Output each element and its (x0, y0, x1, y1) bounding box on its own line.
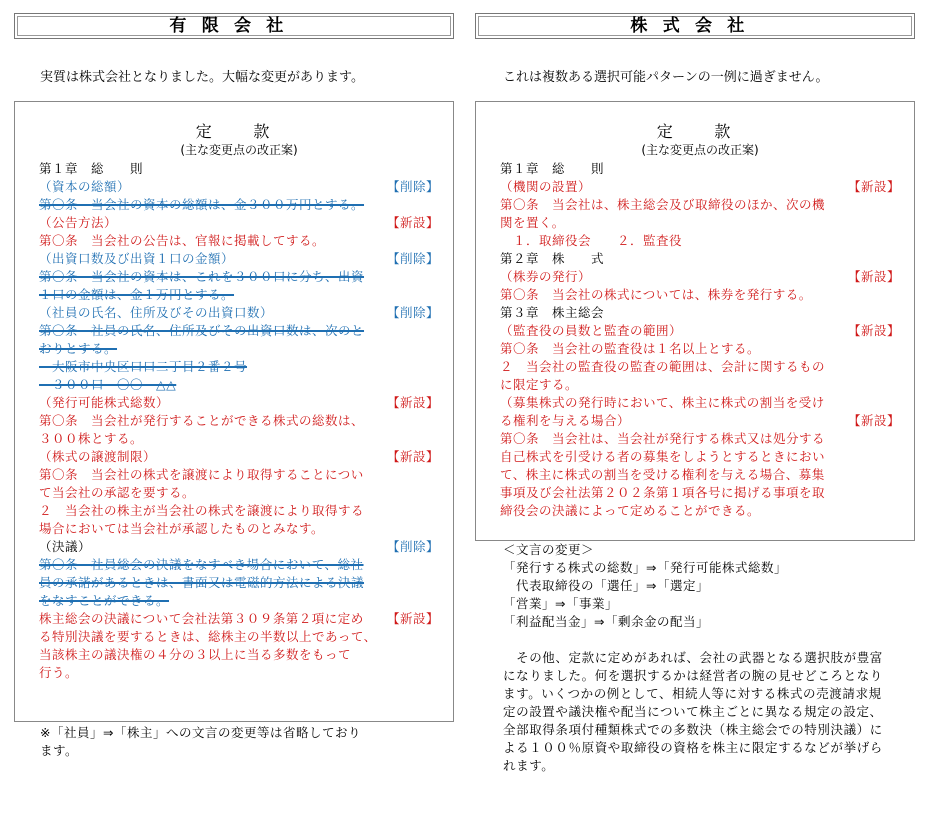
left-article-line (39, 394, 439, 412)
left-article-text: （発行可能株式総数） (39, 395, 170, 410)
left-article-text: 株主総会の決議について会社法第３０９条第２項に定め (39, 611, 364, 626)
left-articles (39, 122, 439, 682)
right-article-line (500, 340, 900, 358)
right-intro: これは複数ある選択可能パターンの一例に過ぎません。 (503, 70, 829, 85)
left-article-text: （決議） (39, 539, 92, 554)
right-article-line (500, 250, 900, 268)
left-article-text: 第〇条 当会社の公告は、官報に掲載してする。 (39, 233, 326, 248)
left-doc-subtitle: (主な変更点の改正案) (180, 143, 298, 157)
right-article-line (500, 394, 900, 412)
left-article-text: をなすことができる。 (39, 593, 170, 608)
right-article-line (500, 430, 900, 448)
right-article-text: １．取締役会 ２．監査役 (500, 233, 683, 248)
left-header: 有限会社 (14, 13, 454, 39)
right-article-line (500, 304, 900, 322)
left-article-text: 第〇条 当会社が発行することができる株式の総数は、 (39, 413, 365, 428)
right-article-text: 第〇条 当会社の株式については、株券を発行する。 (500, 287, 812, 302)
left-article-text: 当該株主の議決権の４分の３以上に当る多数をもって (39, 647, 352, 662)
right-article-text: 第〇条 当会社は、当会社が発行する株式又は処分する (500, 431, 826, 446)
right-article-text: （募集株式の発行時において、株主に株式の割当を受け (500, 395, 825, 410)
right-article-line (500, 322, 900, 340)
left-article-line (39, 502, 439, 520)
right-article-line (500, 160, 900, 178)
left-article-line (39, 628, 439, 646)
right-header: 株式会社 (475, 13, 915, 39)
left-article-line (39, 376, 439, 394)
right-article-line (500, 466, 900, 484)
left-article-line (39, 574, 439, 592)
left-change-tag: 【削除】 (386, 251, 439, 266)
left-article-line (39, 592, 439, 610)
left-change-tag: 【削除】 (386, 305, 439, 320)
right-article-text: 自己株式を引受ける者の募集をしようとするときにおい (500, 449, 826, 464)
right-article-text: 事項及び会社法第２０２条第１項各号に掲げる事項を取 (500, 485, 826, 500)
left-change-tag: 【削除】 (386, 539, 439, 554)
left-article-line (39, 664, 439, 682)
right-article-line (500, 484, 900, 502)
left-article-line (39, 556, 439, 574)
wording-change-line: 「営業」⇒「事業」 (503, 596, 618, 611)
right-article-text: 第３章 株主総会 (500, 305, 605, 320)
left-article-text: （公告方法） (39, 215, 118, 230)
closing-paragraph: その他、定款に定めがあれば、会社の武器となる選択肢が豊富になりました。何を選択するかは経営者の腕の見せどころとなります。いくつかの例として、相続人等に対する株式の売渡請求規定の設置や議決権や配当について株主ごとに異なる規定の設定、全部取得条項付種類株式での多数決（株主総会での特別決議）による１００％原資や取締役の資格を株主に限定するなどが挙げられます。 (503, 650, 883, 773)
right-lines (500, 160, 900, 520)
right-article-line (500, 358, 900, 376)
left-articles-box (14, 101, 454, 722)
right-change-tag: 【新設】 (847, 323, 900, 338)
left-article-text: ３００口 〇〇 △△ (39, 377, 177, 392)
left-article-line (39, 412, 439, 430)
right-article-line (500, 232, 900, 250)
left-lines (39, 160, 439, 682)
right-article-text: 第１章 総 則 (500, 161, 605, 176)
left-article-text: 第〇条 当会社の株式を譲渡により取得することについ (39, 467, 364, 482)
right-article-text: （株券の発行） (500, 269, 592, 284)
left-article-text: て当会社の承認を要する。 (39, 485, 196, 500)
left-article-text: 員の承諾があるときは、書面又は電磁的方法による決議 (39, 575, 365, 590)
right-article-text: 第２章 株 式 (500, 251, 605, 266)
left-article-text: ３００株とする。 (39, 431, 144, 446)
left-article-text: （資本の総額） (39, 179, 131, 194)
left-article-line (39, 484, 439, 502)
left-article-line (39, 358, 439, 376)
right-change-tag: 【新設】 (847, 179, 900, 194)
left-article-line (39, 160, 439, 178)
right-article-text: て、株主に株式の割当を受ける権利を与える場合、募集 (500, 467, 825, 482)
left-article-line (39, 448, 439, 466)
right-article-text: に限定する。 (500, 377, 579, 392)
left-article-text: 第１章 総 則 (39, 161, 144, 176)
right-article-text: る権利を与える場合） (500, 413, 631, 428)
wording-change-line: 「利益配当金」⇒「剰余金の配当」 (503, 614, 709, 629)
left-article-text: 行う。 (39, 665, 79, 680)
right-article-text: （監査役の員数と監査の範囲） (500, 323, 683, 338)
right-articles-box (475, 101, 915, 541)
left-change-tag: 【新設】 (386, 215, 439, 230)
left-article-line (39, 538, 439, 556)
right-article-line (500, 178, 900, 196)
right-article-text: 締役会の決議によって定めることができる。 (500, 503, 761, 518)
right-articles (500, 122, 900, 520)
left-change-tag: 【新設】 (386, 449, 439, 464)
left-article-text: 第〇条 社員の氏名、住所及びその出資口数は、次のと (39, 323, 365, 338)
left-article-line (39, 304, 439, 322)
left-article-text: 第〇条 当会社の資本は、これを３００口に分ち、出資 (39, 269, 365, 284)
right-article-line (500, 286, 900, 304)
left-doc-title: 定 款 (195, 122, 283, 141)
right-article-line (500, 268, 900, 286)
right-article-line (500, 214, 900, 232)
left-article-line (39, 430, 439, 448)
left-article-line (39, 178, 439, 196)
left-article-line (39, 520, 439, 538)
left-article-text: おりとする。 (39, 341, 118, 356)
left-article-line (39, 322, 439, 340)
right-article-line (500, 502, 900, 520)
left-article-text: 場合においては当会社が承認したものとみなす。 (39, 521, 325, 536)
right-article-text: 第〇条 当会社の監査役は１名以上とする。 (500, 341, 761, 356)
left-intro: 実質は株式会社となりました。大幅な変更があります。 (40, 70, 364, 85)
left-article-line (39, 232, 439, 250)
left-article-text: （出資口数及び出資１口の金額） (39, 251, 235, 266)
left-article-line (39, 646, 439, 664)
left-article-line (39, 268, 439, 286)
right-doc-title: 定 款 (656, 122, 744, 141)
left-article-line (39, 286, 439, 304)
left-article-text: 第〇条 社員総会の決議をなすべき場合において、総社 (39, 557, 364, 572)
right-article-line (500, 448, 900, 466)
right-article-text: 関を置く。 (500, 215, 565, 230)
left-change-tag: 【新設】 (386, 611, 439, 626)
left-article-line (39, 214, 439, 232)
right-article-text: ２ 当会社の監査役の監査の範囲は、会計に関するもの (500, 359, 826, 374)
left-article-text: １口の金額は、金１万円とする。 (39, 287, 235, 302)
right-article-line (500, 196, 900, 214)
left-article-line (39, 610, 439, 628)
wording-changes (503, 541, 903, 631)
left-article-text: ２ 当会社の株主が当会社の株式を譲渡により取得する (39, 503, 365, 518)
left-change-tag: 【削除】 (386, 179, 439, 194)
wording-change-line: 代表取締役の「選任」⇒「選定」 (503, 578, 709, 593)
left-article-text: 大阪市中央区口口二丁目２番２号 (39, 359, 248, 374)
left-change-tag: 【新設】 (386, 395, 439, 410)
right-article-text: 第〇条 当会社は、株主総会及び取締役のほか、次の機 (500, 197, 826, 212)
left-note-line-1: ※「社員」⇒「株主」への文言の変更等は省略しており (40, 725, 361, 740)
wording-change-line: 「発行する株式の総数」⇒「発行可能株式総数」 (503, 560, 787, 575)
left-article-line (39, 250, 439, 268)
left-article-line (39, 466, 439, 484)
left-article-text: 第〇条 当会社の資本の総額は、金３００万円とする。 (39, 197, 365, 212)
right-change-tag: 【新設】 (847, 269, 900, 284)
left-article-text: る特別決議を要するときは、総株主の半数以上であって、 (39, 629, 377, 644)
right-article-line (500, 376, 900, 394)
left-note-line-2: ます。 (40, 743, 79, 758)
right-change-tag: 【新設】 (847, 413, 900, 428)
left-article-line (39, 340, 439, 358)
wording-change-line: ＜文言の変更＞ (503, 542, 595, 557)
left-article-text: （株式の譲渡制限） (39, 449, 157, 464)
left-article-text: （社員の氏名、住所及びその出資口数） (39, 305, 274, 320)
right-doc-subtitle: (主な変更点の改正案) (641, 143, 759, 157)
right-article-line (500, 412, 900, 430)
left-article-line (39, 196, 439, 214)
right-article-text: （機関の設置） (500, 179, 592, 194)
